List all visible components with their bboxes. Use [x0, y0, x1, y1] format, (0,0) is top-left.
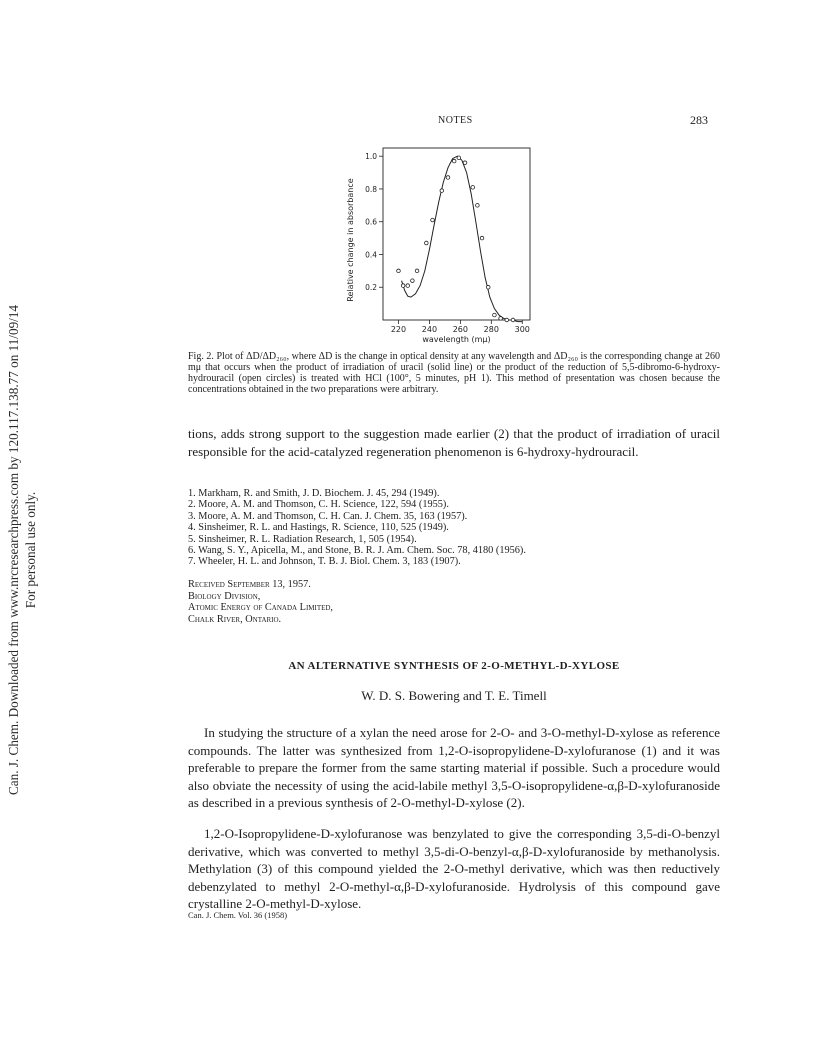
received-date: Received September 13, 1957. [188, 579, 311, 590]
reference-item: 5. Sinsheimer, R. L. Radiation Research, 1, 505 (1954). [188, 533, 417, 545]
reference-item: 3. Moore, A. M. and Thomson, C. H. Can. J. Chem. 35, 163 (1957). [188, 510, 468, 522]
x-tick-label: 300 [514, 325, 530, 334]
x-tick-label: 220 [390, 325, 407, 334]
reference-item: 2. Moore, A. M. and Thomson, C. H. Science, 122, 594 (1955). [188, 499, 449, 511]
data-point-open-circle [406, 284, 410, 288]
y-axis-label: Relative change in absorbance [346, 178, 355, 302]
data-point-open-circle [463, 161, 467, 165]
y-tick-label: 1.0 [365, 152, 377, 162]
y-tick-label: 0.6 [365, 217, 377, 227]
data-point-open-circle [415, 269, 419, 273]
data-point-open-circle [480, 236, 484, 240]
data-point-open-circle [401, 284, 405, 288]
figure-caption: Fig. 2. Plot of ΔD/ΔD₂₆₀, where ΔD is the change in optical density at any wavelength and ΔD₂₆₀ is the corresponding change at 260 mμ that occurs when the product of irradiation of uracil (solid line) or the product of the reduction of 5,5-dibromo-6-hydroxy-hydrouracil (open circles) is treated with HCl (100°, 5 minutes, pH 1). This method of presentation was chosen because the concentrations obtained in the two preparations were arbitrary. [188, 351, 720, 395]
running-head: NOTES [438, 115, 473, 126]
data-point-open-circle [499, 317, 503, 321]
x-tick-label: 240 [421, 325, 438, 334]
data-point-open-circle [486, 285, 490, 289]
data-point-open-circle [505, 318, 509, 322]
reference-item: 7. Wheeler, H. L. and Johnson, T. B. J. Biol. Chem. 3, 183 (1907). [188, 556, 461, 568]
paragraph: 1,2-O-Isopropylidene-D-xylofuranose was benzylated to give the corresponding 3,5-di-O-benzyl derivative, which was converted to methyl 3,5-di-O-benzyl-α,β-D-xylofuranoside by methanolysis. Methylation (3) of this compound yielded the 2-O-methyl derivative, which was then reductively debenzylated to methyl 2-O-methyl-α,β-D-xylofuranoside. Hydrolysis of this compound gave crystalline 2-O-methyl-D-xylose. [188, 826, 720, 911]
data-point-open-circle [431, 218, 435, 222]
article-authors: W. D. S. Bowering and T. E. Timell [361, 688, 547, 703]
reference-item: 4. Sinsheimer, R. L. and Hastings, R. Science, 110, 525 (1949). [188, 522, 449, 534]
data-point-open-circle [411, 279, 415, 283]
paragraph: tions, adds strong support to the suggestion made earlier (2) that the product of irradiation of uracil responsible for the acid-catalyzed regeneration phenomenon is 6-hydroxy-hydrouracil. [188, 426, 720, 459]
x-axis-label: wavelength (mμ) [422, 335, 491, 344]
data-point-open-circle [397, 269, 401, 273]
data-point-open-circle [440, 189, 444, 193]
y-tick-label: 0.2 [365, 283, 377, 293]
plot-frame [383, 148, 530, 320]
journal-reference: Can. J. Chem. Vol. 36 (1958) [188, 910, 288, 920]
chart-svg [340, 140, 540, 355]
y-tick-label: 0.4 [365, 250, 377, 260]
reference-item: 6. Wang, S. Y., Apicella, M., and Stone, B. R. J. Am. Chem. Soc. 78, 4180 (1956). [188, 545, 526, 557]
data-point-open-circle [511, 318, 515, 322]
data-point-open-circle [457, 156, 461, 160]
data-point-open-circle [476, 204, 480, 208]
paragraph: In studying the structure of a xylan the need arose for 2-O- and 3-O-methyl-D-xylose as reference compounds. The latter was synthesized from 1,2-O-isopropylidene-D-xylofuranose (1) and it was preferable to prepare the former from the same starting material if possible. Such a procedure would also obviate the necessity of using the acid-labile methyl 3,5-O-isopropylidene-α,β-D-xylofuranoside as described in a previous synthesis of 2-O-methyl-D-xylose (2). [188, 725, 720, 810]
download-notice [2, 300, 42, 800]
personal-use-line: For personal use only. [23, 491, 38, 609]
received-block [188, 579, 333, 625]
series-line-solid [402, 156, 523, 321]
article-title: AN ALTERNATIVE SYNTHESIS OF 2-O-METHYL-D-XYLOSE [288, 660, 620, 672]
data-point-open-circle [425, 241, 429, 245]
affiliation-location: Chalk River, Ontario. [188, 613, 282, 625]
absorbance-chart [340, 140, 540, 355]
y-tick-label: 0.8 [365, 184, 377, 194]
data-point-open-circle [471, 186, 475, 190]
reference-item: 1. Markham, R. and Smith, J. D. Biochem. J. 45, 294 (1949). [188, 488, 440, 499]
page-number: 283 [690, 113, 708, 127]
download-notice-line: Can. J. Chem. Downloaded from www.nrcresearchpress.com by 120.117.138.77 on 11/09/14 [6, 304, 21, 796]
data-point-open-circle [452, 159, 456, 163]
reference-list [188, 488, 720, 568]
x-tick-label: 280 [483, 325, 499, 334]
data-point-open-circle [493, 313, 497, 317]
affiliation-division: Biology Division, [188, 590, 261, 602]
x-tick-label: 260 [452, 325, 469, 334]
data-point-open-circle [446, 176, 450, 180]
affiliation-company: Atomic Energy of Canada Limited, [188, 602, 334, 614]
